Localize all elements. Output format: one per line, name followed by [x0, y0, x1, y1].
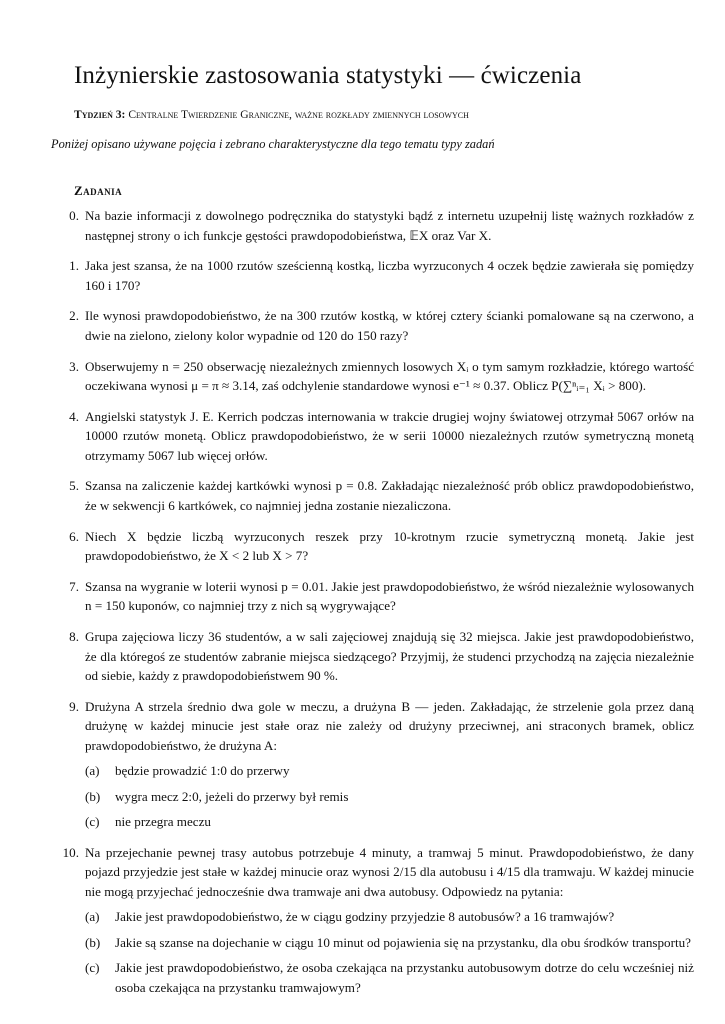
task-item	[56, 577, 694, 616]
task-list	[56, 206, 694, 1009]
page-title: Inżynierskie zastosowania statystyki — ćwiczenia	[74, 62, 582, 89]
subtask-text: Jakie jest prawdopodobieństwo, że osoba czekająca na przystanku autobusowym dotrze do celu wcześniej niż osoba czekająca na przystanku tramwajowym?	[115, 960, 694, 995]
subtask-item	[85, 933, 694, 953]
task-text: Szansa na zaliczenie każdej kartkówki wynosi p = 0.8. Zakładając niezależność prób oblicz prawdopodobieństwo, że w sekwencji 6 kartkówek, co najmniej jedna zostanie niezaliczona.	[85, 478, 694, 513]
task-text: Grupa zajęciowa liczy 36 studentów, a w sali zajęciowej znajdują się 32 miejsca. Jakie jest prawdopodobieństwo, że dla któregoś ze studentów zabranie miejsca siedzącego? Przyjmij, że studenci przychodzą na zajęcia niezależnie od siebie, każdy z prawdopodobieństwem 90 %.	[85, 629, 694, 683]
subtask-text: będzie prowadzić 1:0 do przerwy	[115, 763, 290, 779]
task-text: Angielski statystyk J. E. Kerrich podczas internowania w trakcie drugiej wojny światowej otrzymał 5067 orłów na 10000 rzutów monetą. Oblicz prawdopodobieństwo, że w serii 10000 niezależnych rzutów symetryczną monetą otrzymamy 5067 lub więcej orłów.	[85, 408, 694, 463]
task-number: 6.	[69, 528, 79, 544]
task-text: Jaka jest szansa, że na 1000 rzutów sześcienną kostką, liczba wyrzuconych 4 oczek będzie zawierała się pomiędzy 160 i 170?	[85, 258, 694, 293]
task-item	[56, 697, 694, 832]
task-item	[56, 627, 694, 686]
task-number: 1.	[69, 258, 79, 274]
task-text: Niech X będzie liczbą wyrzuconych reszek przy 10-krotnym rzucie symetryczną monetą. Jakie jest prawdopodobieństwo, że X < 2 lub X > 7?	[85, 528, 694, 564]
subtask-item	[85, 958, 694, 997]
task-item	[56, 476, 694, 515]
subtask-item	[85, 907, 694, 927]
intro-text: Poniżej opisano używane pojęcia i zebrano charakterystyczne dla tego tematu typy zadań	[51, 137, 495, 151]
task-number: 4.	[69, 408, 79, 424]
task-item	[56, 407, 694, 466]
task-number: 3.	[69, 358, 79, 374]
task-number: 5.	[69, 478, 79, 494]
task-item	[56, 306, 694, 345]
week-subtitle	[74, 108, 469, 121]
subtask-text: wygra mecz 2:0, jeżeli do przerwy był remis	[115, 788, 349, 804]
subtask-label: (a)	[85, 909, 100, 925]
task-item	[56, 256, 694, 295]
subtask-label: (a)	[85, 763, 100, 779]
section-title: Zadania	[74, 183, 123, 198]
week-label: Tydzień 3:	[74, 108, 126, 121]
task-number: 8.	[69, 629, 79, 644]
subtask-text: Jakie jest prawdopodobieństwo, że w ciągu godziny przyjedzie 8 autobusów? a 16 tramwajów?	[115, 909, 615, 925]
subtask-label: (b)	[85, 934, 101, 950]
subtask-text: Jakie są szanse na dojechanie w ciągu 10 minut od pojawienia się na przystanku, dla obu środków transportu?	[115, 934, 691, 950]
week-topic: Centralne Twierdzenie Graniczne, ważne rozkłady zmiennych losowych	[128, 108, 469, 121]
task-number: 7.	[69, 578, 79, 594]
task-item	[56, 357, 694, 396]
task-number: 0.	[69, 208, 79, 223]
task-number: 2.	[69, 308, 79, 324]
task-text: Szansa na wygranie w loterii wynosi p = 0.01. Jakie jest prawdopodobieństwo, że wśród niezależnie wylosowanych n = 150 kuponów, co najmniej trzy z nich są wygrywające?	[85, 578, 694, 614]
task-text: Na bazie informacji z dowolnego podręcznika do statystyki bądź z internetu uzupełnij listę ważnych rozkładów z następnej strony o ich funkcje gęstości prawdopodobieństwa, 𝔼X oraz Var X.	[85, 208, 694, 243]
subtask-item	[85, 812, 694, 832]
task-number: 10.	[62, 844, 79, 860]
task-text: Obserwujemy n = 250 obserwację niezależnych zmiennych losowych Xᵢ o tym samym rozkładzie, którego wartość oczekiwana wynosi μ = π ≈ 3.14, zaś odchylenie standardowe wynosi e⁻¹ ≈ 0.37. Oblicz P(∑ⁿᵢ₌₁ Xᵢ > 800).	[85, 358, 694, 394]
task-text: Na przejechanie pewnej trasy autobus potrzebuje 4 minuty, a tramwaj 5 minut. Prawdopodobieństwo, że dany pojazd przyjedzie jest stałe w każdej minucie oraz wynosi 2/15 dla autobusu i 4/15 dla tramwaju. W każdej minucie nie mogą przyjechać jednocześnie dwa tramwaje ani dwa autobusy. Odpowiedz na pytania:	[85, 844, 694, 899]
task-item	[56, 527, 694, 566]
task-item	[56, 206, 694, 245]
subtask-item	[85, 761, 694, 781]
subtask-label: (b)	[85, 788, 101, 804]
task-text: Drużyna A strzela średnio dwa gole w meczu, a drużyna B — jeden. Zakładając, że strzelenie gola przez daną drużynę w każdej minucie jest stałe oraz nie zależy od drużyny przeciwnej, ani straconych bramek, oblicz prawdopodobieństwo, że drużyna A:	[85, 698, 694, 753]
task-item	[56, 843, 694, 998]
task-number: 9.	[69, 698, 79, 714]
task-text: Ile wynosi prawdopodobieństwo, że na 300 rzutów kostką, w której cztery ścianki pomalowane są na czerwono, a dwie na zielono, zielony kolor wypadnie od 120 do 150 razy?	[85, 308, 694, 343]
subtask-item	[85, 787, 694, 807]
subtask-text: nie przegra meczu	[115, 814, 211, 830]
subtask-label: (c)	[85, 960, 100, 976]
subtask-label: (c)	[85, 814, 100, 830]
